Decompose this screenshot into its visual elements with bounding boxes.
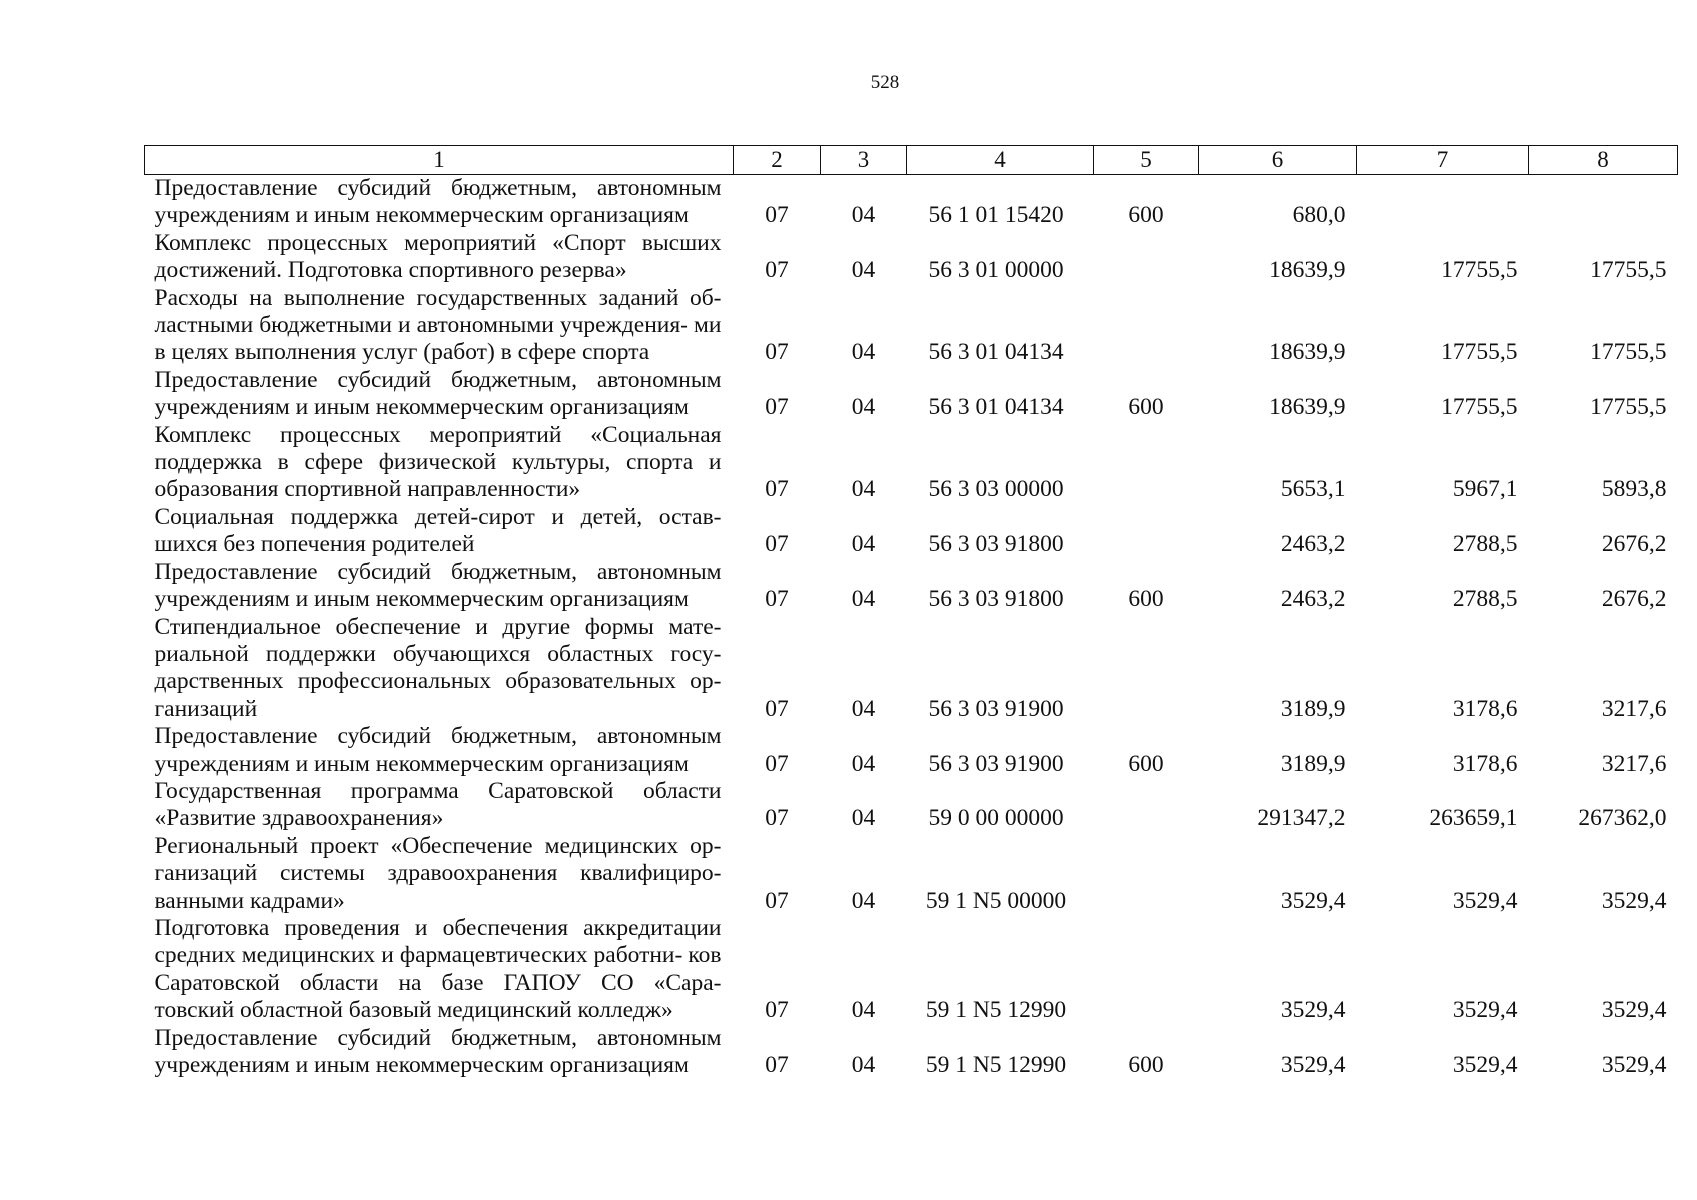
cell-amount-6: 3529,4 xyxy=(1280,887,1346,914)
cell-subsection: 04 xyxy=(851,997,876,1024)
cell-name xyxy=(145,230,734,285)
table-row xyxy=(145,175,1678,230)
cell-name-line: Подготовка проведения и обеспечения аккредитации xyxy=(154,914,722,941)
cell-subsection: 04 xyxy=(851,586,876,613)
cell-amount-8: 267362,0 xyxy=(1578,805,1667,832)
cell-expense-type: 600 xyxy=(1128,394,1164,421)
cell-target-code: 56 3 01 04134 xyxy=(928,339,1064,366)
cell-name-line: «Развитие здравоохранения» xyxy=(154,805,444,832)
cell-expense-type xyxy=(1094,778,1199,833)
header-col-2: 2 xyxy=(734,146,821,175)
cell-amount-8: 17755,5 xyxy=(1590,394,1667,421)
cell-name-line: Комплекс процессных мероприятий «Спорт высших xyxy=(154,229,722,256)
header-col-8: 8 xyxy=(1529,146,1678,175)
cell-subsection: 04 xyxy=(851,531,876,558)
cell-target-code: 56 3 03 00000 xyxy=(928,476,1064,503)
cell-amount-7: 3178,6 xyxy=(1452,750,1518,777)
cell-name-line: средних медицинских и фармацевтических работни- xyxy=(154,942,683,969)
cell-subsection: 04 xyxy=(851,887,876,914)
cell-amount-6: 5653,1 xyxy=(1280,476,1346,503)
table-row xyxy=(145,367,1678,422)
table-body xyxy=(145,175,1678,1080)
cell-target-code: 56 3 01 04134 xyxy=(928,394,1064,421)
cell-amount-6: 291347,2 xyxy=(1257,805,1346,832)
cell-amount-8: 17755,5 xyxy=(1590,257,1667,284)
cell-amount-7: 3529,4 xyxy=(1452,997,1518,1024)
cell-section: 07 xyxy=(765,750,789,777)
cell-name-line: Региональный проект «Обеспечение медицинских ор- xyxy=(154,832,722,859)
cell-expense-type xyxy=(1094,285,1199,367)
cell-name-line: ластными бюджетными и автономными учреждения- xyxy=(154,312,688,339)
cell-amount-8: 5893,8 xyxy=(1601,476,1667,503)
cell-expense-type: 600 xyxy=(1128,750,1164,777)
cell-name-line: ми в целях выполнения услуг (работ) в сфере спорта xyxy=(154,312,722,366)
cell-amount-8: 2676,2 xyxy=(1601,586,1667,613)
cell-expense-type xyxy=(1094,422,1199,504)
cell-amount-8: 3529,4 xyxy=(1601,887,1667,914)
cell-amount-8: 3529,4 xyxy=(1601,997,1667,1024)
cell-name xyxy=(145,915,734,1025)
cell-subsection: 04 xyxy=(851,257,876,284)
cell-name xyxy=(145,1025,734,1080)
cell-subsection: 04 xyxy=(851,1052,876,1078)
cell-section: 07 xyxy=(765,805,789,832)
cell-name-line: учреждениям и иным некоммерческим организациям xyxy=(154,394,689,421)
cell-subsection: 04 xyxy=(851,805,876,832)
cell-name xyxy=(145,175,734,230)
cell-target-code: 59 0 00 00000 xyxy=(928,805,1064,832)
cell-name-line: дарственных профессиональных образовательных ор- xyxy=(154,668,722,695)
cell-name xyxy=(145,367,734,422)
cell-name-line: учреждениям и иным некоммерческим организациям xyxy=(154,1052,689,1078)
cell-amount-6: 3529,4 xyxy=(1280,997,1346,1024)
cell-target-code: 56 3 03 91800 xyxy=(928,586,1064,613)
cell-name-line: ганизаций системы здравоохранения квалифициро- xyxy=(154,860,722,887)
cell-target-code: 56 3 03 91800 xyxy=(928,531,1064,558)
cell-amount-8: 2676,2 xyxy=(1601,531,1667,558)
table-row xyxy=(145,614,1678,724)
cell-name-line: учреждениям и иным некоммерческим организациям xyxy=(154,202,689,229)
cell-amount-6: 3529,4 xyxy=(1280,1052,1346,1078)
cell-name xyxy=(145,504,734,559)
cell-subsection: 04 xyxy=(851,394,876,421)
cell-name xyxy=(145,778,734,833)
table-row xyxy=(145,723,1678,778)
cell-subsection: 04 xyxy=(851,202,876,229)
cell-subsection: 04 xyxy=(851,695,876,722)
cell-target-code: 59 1 N5 00000 xyxy=(925,887,1067,914)
cell-amount-8: 17755,5 xyxy=(1590,339,1667,366)
header-col-1: 1 xyxy=(145,146,734,175)
cell-expense-type xyxy=(1094,230,1199,285)
table-row xyxy=(145,504,1678,559)
cell-amount-8: 3217,6 xyxy=(1601,695,1667,722)
cell-subsection: 04 xyxy=(851,750,876,777)
cell-name xyxy=(145,723,734,778)
cell-name-line: Предоставление субсидий бюджетным, автономным xyxy=(154,175,722,201)
budget-table xyxy=(144,145,1678,1079)
cell-expense-type xyxy=(1094,915,1199,1025)
cell-expense-type: 600 xyxy=(1128,202,1164,229)
table-row xyxy=(145,778,1678,833)
header-col-7: 7 xyxy=(1357,146,1529,175)
table-row xyxy=(145,230,1678,285)
table-row xyxy=(145,833,1678,915)
table-row xyxy=(145,422,1678,504)
cell-amount-7 xyxy=(1357,175,1529,230)
cell-name-line: Предоставление субсидий бюджетным, автономным xyxy=(154,558,722,585)
page-number: 528 xyxy=(870,72,900,93)
cell-name-line: Предоставление субсидий бюджетным, автономным xyxy=(154,723,722,750)
cell-amount-7: 17755,5 xyxy=(1441,339,1518,366)
cell-target-code: 56 3 03 91900 xyxy=(928,750,1064,777)
cell-subsection: 04 xyxy=(851,339,876,366)
cell-expense-type: 600 xyxy=(1128,586,1164,613)
cell-amount-7: 17755,5 xyxy=(1441,394,1518,421)
cell-section: 07 xyxy=(765,997,789,1024)
cell-target-code: 56 1 01 15420 xyxy=(928,202,1064,229)
cell-amount-6: 2463,2 xyxy=(1280,586,1346,613)
cell-name-line: ганизаций xyxy=(154,695,258,722)
cell-amount-6: 18639,9 xyxy=(1269,394,1346,421)
cell-expense-type: 600 xyxy=(1128,1052,1164,1078)
cell-amount-7: 3178,6 xyxy=(1452,695,1518,722)
cell-section: 07 xyxy=(765,887,789,914)
cell-name-line: достижений. Подготовка спортивного резерва» xyxy=(154,257,627,284)
header-col-5: 5 xyxy=(1094,146,1199,175)
cell-amount-6: 18639,9 xyxy=(1269,257,1346,284)
cell-amount-6: 3189,9 xyxy=(1280,695,1346,722)
cell-name xyxy=(145,833,734,915)
cell-amount-8: 3217,6 xyxy=(1601,750,1667,777)
table-row xyxy=(145,1025,1678,1080)
cell-name-line: Социальная поддержка детей-сирот и детей, остав- xyxy=(154,503,722,530)
cell-name-line: образования спортивной направленности» xyxy=(154,476,581,503)
cell-amount-7: 2788,5 xyxy=(1452,586,1518,613)
cell-section: 07 xyxy=(765,202,789,229)
cell-section: 07 xyxy=(765,695,789,722)
cell-expense-type xyxy=(1094,614,1199,724)
table-row xyxy=(145,915,1678,1025)
cell-name-line: ванными кадрами» xyxy=(154,887,345,914)
cell-name-line: Стипендиальное обеспечение и другие формы мате- xyxy=(154,613,722,640)
cell-section: 07 xyxy=(765,339,789,366)
cell-expense-type xyxy=(1094,833,1199,915)
cell-amount-6: 2463,2 xyxy=(1280,531,1346,558)
table-row xyxy=(145,559,1678,614)
cell-name-line: Предоставление субсидий бюджетным, автономным xyxy=(154,366,722,393)
cell-name xyxy=(145,285,734,367)
header-col-6: 6 xyxy=(1199,146,1357,175)
cell-amount-7: 5967,1 xyxy=(1452,476,1518,503)
cell-subsection: 04 xyxy=(851,476,876,503)
cell-amount-7: 3529,4 xyxy=(1452,887,1518,914)
cell-amount-7: 263659,1 xyxy=(1429,805,1518,832)
cell-name-line: товский областной базовый медицинский колледж» xyxy=(154,997,673,1024)
cell-target-code: 59 1 N5 12990 xyxy=(925,997,1067,1024)
cell-expense-type xyxy=(1094,504,1199,559)
cell-amount-6: 680,0 xyxy=(1292,202,1346,229)
cell-name-line: Предоставление субсидий бюджетным, автономным xyxy=(154,1024,722,1051)
cell-name-line: Расходы на выполнение государственных заданий об- xyxy=(154,284,722,311)
cell-name xyxy=(145,422,734,504)
header-col-3: 3 xyxy=(821,146,907,175)
cell-amount-7: 2788,5 xyxy=(1452,531,1518,558)
table-row xyxy=(145,285,1678,367)
cell-section: 07 xyxy=(765,257,789,284)
table-header xyxy=(145,146,1678,175)
cell-amount-7: 17755,5 xyxy=(1441,257,1518,284)
cell-target-code: 56 3 03 91900 xyxy=(928,695,1064,722)
cell-target-code: 59 1 N5 12990 xyxy=(925,1052,1067,1078)
cell-name-line: поддержка в сфере физической культуры, спорта и xyxy=(154,449,722,476)
cell-section: 07 xyxy=(765,586,789,613)
cell-name-line: учреждениям и иным некоммерческим организациям xyxy=(154,750,689,777)
cell-section: 07 xyxy=(765,531,789,558)
cell-target-code: 56 3 01 00000 xyxy=(928,257,1064,284)
header-col-4: 4 xyxy=(907,146,1094,175)
cell-name-line: ков Саратовской области на базе ГАПОУ СО «Сара- xyxy=(154,942,722,996)
cell-section: 07 xyxy=(765,476,789,503)
cell-name xyxy=(145,614,734,724)
cell-amount-8 xyxy=(1529,175,1678,230)
cell-name-line: шихся без попечения родителей xyxy=(154,531,475,558)
cell-amount-6: 18639,9 xyxy=(1269,339,1346,366)
cell-amount-6: 3189,9 xyxy=(1280,750,1346,777)
header-row xyxy=(145,146,1678,175)
cell-amount-7: 3529,4 xyxy=(1452,1052,1518,1078)
cell-name-line: риальной поддержки обучающихся областных госу- xyxy=(154,640,722,667)
cell-section: 07 xyxy=(765,394,789,421)
cell-section: 07 xyxy=(765,1052,789,1078)
cell-name-line: Государственная программа Саратовской области xyxy=(154,777,722,804)
cell-amount-8: 3529,4 xyxy=(1601,1052,1667,1078)
cell-name-line: Комплекс процессных мероприятий «Социальная xyxy=(154,421,722,448)
cell-name xyxy=(145,559,734,614)
cell-name-line: учреждениям и иным некоммерческим организациям xyxy=(154,586,689,613)
